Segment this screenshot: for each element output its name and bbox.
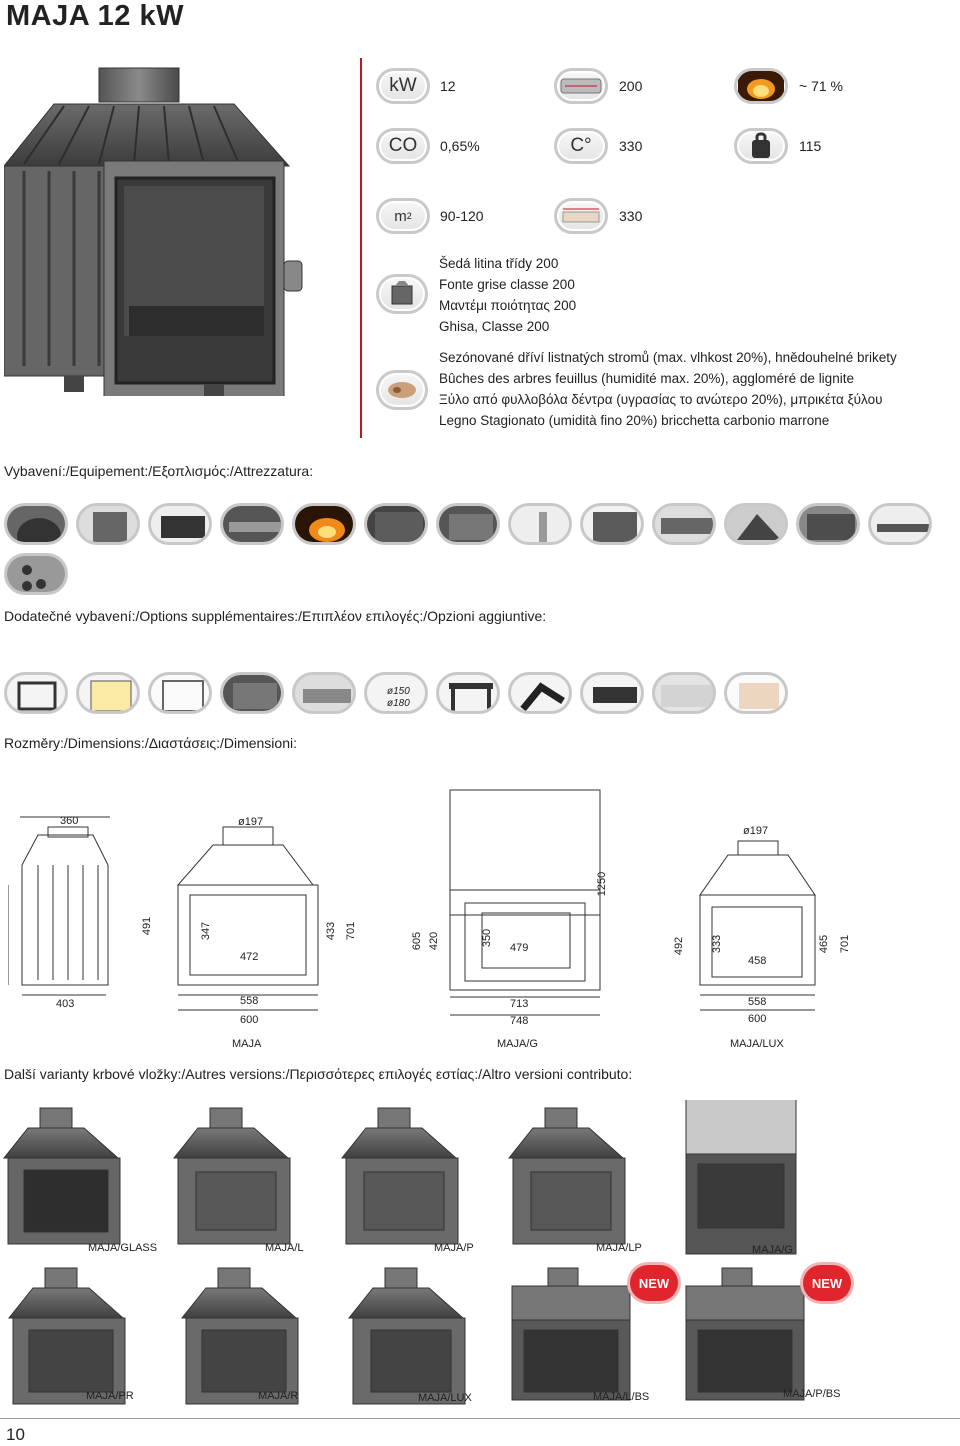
area-icon: m 2	[376, 198, 430, 234]
dim-label: 458	[748, 955, 767, 967]
co-icon: CO	[376, 128, 430, 164]
panel-icon	[436, 503, 500, 545]
handle-icon	[508, 503, 572, 545]
dim-label: 600	[240, 1014, 259, 1026]
width-icon	[554, 198, 608, 234]
power-value: 12	[440, 78, 456, 94]
drawing-caption: MAJA/G	[497, 1038, 538, 1050]
rail-icon	[652, 503, 716, 545]
stove-main-image	[4, 66, 314, 396]
baffle-icon	[724, 503, 788, 545]
dim-label: ø197	[238, 816, 264, 828]
bar-icon	[220, 503, 284, 545]
dim-label: 701	[345, 921, 358, 941]
variant-label: MAJA/P	[434, 1242, 474, 1254]
shelf-icon	[580, 672, 644, 714]
dim-label: 333	[711, 934, 724, 954]
dim-label: 360	[60, 815, 79, 827]
flue-icon	[554, 68, 608, 104]
liner-icon	[724, 672, 788, 714]
stove-icon	[76, 503, 140, 545]
variant-label: MAJA/G	[752, 1244, 793, 1256]
material-line: Μαντέμι ποιότητας 200	[439, 298, 577, 313]
variant-label: MAJA/P/BS	[783, 1388, 841, 1400]
variant-label: MAJA/LP	[596, 1242, 642, 1254]
glass-corner-icon	[4, 672, 68, 714]
fire-icon	[734, 68, 788, 104]
temperature-icon: C°	[554, 128, 608, 164]
granite-icon	[652, 672, 716, 714]
variant-label: MAJA/PR	[86, 1390, 134, 1402]
variant-label: MAJA/LUX	[418, 1392, 472, 1404]
dim-label: 479	[510, 942, 529, 954]
panel-icon	[220, 672, 284, 714]
dim-label: 748	[510, 1015, 529, 1027]
weight-icon	[734, 128, 788, 164]
flue-value: 200	[619, 78, 643, 94]
new-badge: NEW	[803, 1265, 851, 1301]
efficiency-value: ~ 71 %	[799, 78, 843, 94]
flue-size-icon: ø150 ø180	[364, 672, 428, 714]
fuel-line: Sezónované dříví listnatých stromů (max. vlhkost 20%), hnědouhelné brikety	[439, 350, 897, 365]
dim-label: 403	[56, 998, 75, 1010]
temperature-value: 330	[619, 138, 643, 154]
burner-icon	[4, 553, 68, 595]
new-badge: NEW	[630, 1265, 678, 1301]
co-value: 0,65%	[440, 138, 480, 154]
knob-icon	[868, 503, 932, 545]
fuel-line: Bûches des arbres feuillus (humidité max. 20%), aggloméré de lignite	[439, 371, 854, 386]
variant-label: MAJA/L/BS	[593, 1391, 650, 1403]
dome-icon	[4, 503, 68, 545]
dim-label: 420	[428, 931, 441, 951]
variant-label: MAJA/L	[265, 1242, 304, 1254]
dim-label: 713	[510, 998, 529, 1010]
variant-label: MAJA/R	[258, 1390, 299, 1402]
dim-label: 600	[748, 1013, 767, 1025]
dim-label: 605	[411, 931, 424, 951]
dimensions-heading: Rozměry:/Dimensions:/Διαστάσεις:/Dimensioni:	[4, 735, 297, 751]
material-line: Fonte grise classe 200	[439, 277, 575, 292]
cartridge-icon	[292, 672, 356, 714]
power-icon: kW	[376, 68, 430, 104]
dim-label: 1250	[596, 871, 609, 897]
options-heading: Dodatečné vybavení:/Options supplémentaires:/Επιπλέον επιλογές:/Opzioni aggiuntive:	[4, 608, 547, 624]
page-title: MAJA 12 kW	[6, 0, 184, 32]
divider-line	[360, 58, 362, 438]
fuel-line: Ξύλο από φυλλοβόλα δέντρα (υγρασίας το ανώτερο 20%), μπρικέτα ξύλου	[439, 392, 883, 407]
dim-label: 492	[673, 936, 686, 956]
elbow-icon	[508, 672, 572, 714]
drawing-caption: MAJA/LUX	[730, 1038, 784, 1050]
equipment-heading: Vybavení:/Equipement:/Εξοπλισμός:/Attrezzatura:	[4, 463, 314, 479]
material-line: Šedá litina třídy 200	[439, 256, 559, 271]
plate-icon	[148, 503, 212, 545]
wood-icon	[376, 370, 428, 410]
dim-label: 558	[748, 996, 767, 1008]
drawing-maja-front	[168, 815, 368, 1025]
flame-icon	[292, 503, 356, 545]
grate-icon	[580, 503, 644, 545]
variant-label: MAJA/GLASS	[88, 1242, 158, 1254]
drawing-caption: MAJA	[232, 1038, 262, 1050]
grill-icon	[796, 503, 860, 545]
dim-label: 701	[839, 934, 852, 954]
variants-heading: Další varianty krbové vložky:/Autres versions:/Περισσότερες επιλογές εστίας:/Altro versioni contributo:	[4, 1066, 633, 1082]
width-value: 330	[619, 208, 643, 224]
dim-label: 433	[325, 921, 338, 941]
dim-label: 472	[240, 951, 259, 963]
dim-label: ø197	[743, 825, 769, 837]
dim-label: 491	[141, 916, 154, 936]
weight-value: 115	[799, 138, 822, 154]
fuel-line: Legno Stagionato (umidità fino 20%) bricchetta carbonio marrone	[439, 413, 830, 428]
glass-yellow-icon	[76, 672, 140, 714]
page-number: 10	[6, 1425, 25, 1444]
variant-images	[0, 1100, 960, 1420]
dim-label: 347	[200, 921, 213, 941]
dim-label: 558	[240, 995, 259, 1007]
stand-icon	[436, 672, 500, 714]
frame-icon	[148, 672, 212, 714]
material-line: Ghisa, Classe 200	[439, 319, 550, 334]
drawing-maja-g	[420, 785, 610, 1025]
area-value: 90-120	[440, 208, 484, 224]
dim-label: 350	[481, 928, 494, 948]
footer-rule	[0, 1418, 960, 1419]
cast-iron-icon	[376, 274, 428, 314]
dark-panel-icon	[364, 503, 428, 545]
dim-label: 465	[818, 934, 831, 954]
drawing-maja	[8, 805, 128, 1020]
